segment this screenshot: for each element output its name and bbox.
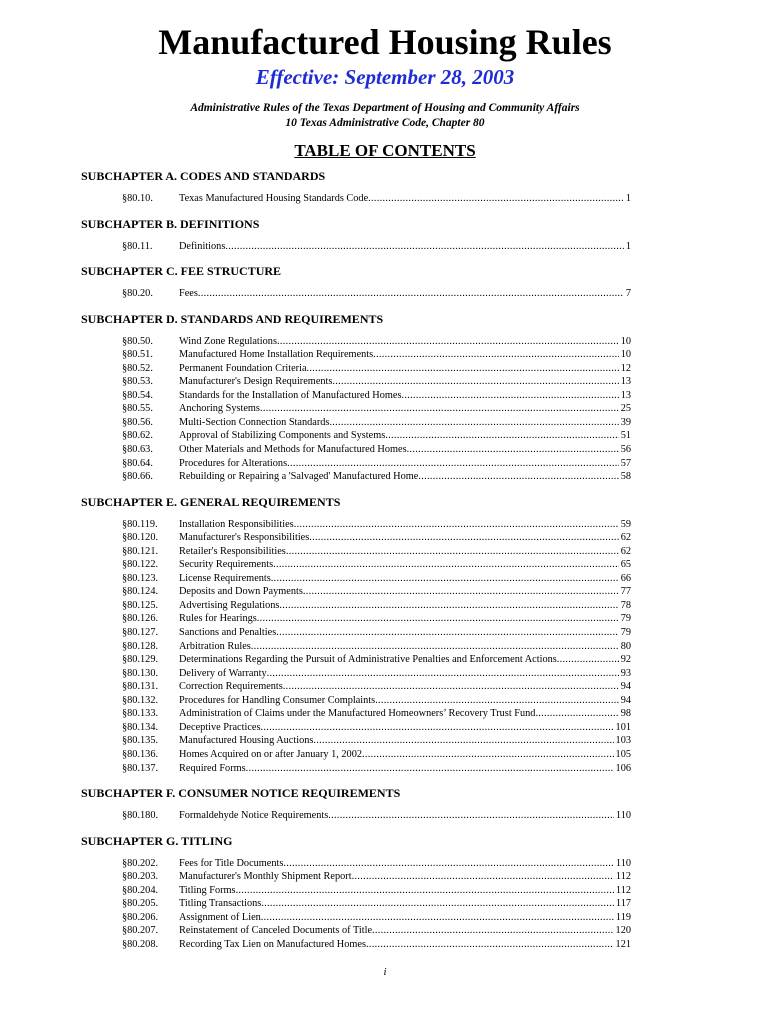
toc-entry [81,924,631,938]
section-title: Fees for Title Documents [179,857,284,869]
toc-entry [81,457,631,471]
page-ref: 79 [620,613,631,625]
page-ref: 110 [615,857,631,869]
dot-leader [283,857,614,871]
toc-entry [81,809,631,823]
page-ref: 51 [620,430,631,442]
dot-leader [261,897,614,911]
toc-entry [81,287,631,301]
section-number: §80.207. [122,925,159,937]
dot-leader [294,518,619,532]
toc-entry [81,612,631,626]
subchapter [81,785,631,823]
subchapter-title: SUBCHAPTER E. GENERAL REQUIREMENTS [81,494,341,509]
page-ref: 1 [625,193,631,204]
toc-entry [81,362,631,376]
subchapter [81,311,631,484]
section-number: §80.121. [122,545,159,557]
dot-leader [385,429,618,443]
subchapter [81,833,631,952]
section-number: §80.63. [122,444,153,456]
subtitle-code: 10 Texas Administrative Code, Chapter 80 [285,117,485,129]
dot-leader [535,707,618,721]
section-title: Security Requirements [179,559,274,571]
subchapter-title: SUBCHAPTER B. DEFINITIONS [81,216,260,231]
section-number: §80.55. [122,403,153,415]
page-ref: 112 [615,871,631,883]
section-title: Homes Acquired on or after January 1, 2002 [179,748,363,760]
section-title: Advertising Regulations [179,599,280,611]
toc-entry [81,748,631,762]
page-ref: 39 [620,416,631,428]
section-number: §80.11. [122,240,153,252]
section-number: §80.120. [122,532,159,544]
section-title: Recording Tax Lien on Manufactured Homes [179,938,366,950]
toc-entry [81,721,631,735]
section-number: §80.135. [122,735,159,747]
dot-leader [261,911,614,925]
toc-entry-list [81,809,631,823]
toc-entry [81,558,631,572]
dot-leader [309,531,618,545]
section-number: §80.131. [122,681,159,693]
dot-leader [362,748,614,762]
page-ref: 103 [615,735,631,747]
dot-leader [273,558,619,572]
page-ref: 94 [620,681,631,693]
section-title: Administration of Claims under the Manufactured Homeowners’ Recovery Trust Fund [179,708,536,720]
page-ref: 94 [620,694,631,706]
section-title: Manufacturer's Design Requirements [179,376,333,388]
dot-leader [332,375,618,389]
dot-leader [557,653,619,667]
section-title: Multi-Section Connection Standards [179,416,330,428]
section-title: Correction Requirements [179,681,283,693]
section-title: Definitions [179,240,226,252]
page-ref: 119 [615,911,631,923]
section-title: Retailer's Responsibilities [179,545,286,557]
toc-heading: TABLE OF CONTENTS [294,141,476,160]
page-ref: 98 [620,708,631,720]
toc-entry [81,897,631,911]
toc-entry [81,402,631,416]
dot-leader [373,348,619,362]
toc-entry [81,389,631,403]
toc-entry [81,470,631,484]
toc-entry [81,680,631,694]
page-ref: 110 [615,810,631,822]
section-number: §80.119. [122,518,158,530]
section-number: §80.50. [122,335,153,347]
section-number: §80.204. [122,884,159,896]
dot-leader [372,924,614,938]
page-ref: 106 [615,762,631,774]
section-number: §80.10. [122,193,153,204]
section-title: Manufactured Home Installation Requirements [179,349,374,361]
section-number: §80.66. [122,471,153,483]
section-title: Assignment of Lien [179,911,261,923]
toc-entry [81,416,631,430]
page-ref: 112 [615,884,631,896]
section-number: §80.51. [122,349,153,361]
section-number: §80.130. [122,667,159,679]
section-title: Manufactured Housing Auctions [179,735,314,747]
toc-entry [81,762,631,776]
section-title: Standards for the Installation of Manufactured Homes [179,389,402,401]
section-title: Anchoring Systems [179,403,260,415]
section-title: Delivery of Warranty [179,667,267,679]
dot-leader [418,470,618,484]
section-title: Deposits and Down Payments [179,586,303,598]
section-number: §80.202. [122,857,159,869]
toc-entry [81,870,631,884]
dot-leader [368,192,624,206]
page-ref: 65 [620,559,631,571]
section-title: Required Forms [179,762,246,774]
toc-entry [81,911,631,925]
dot-leader [198,287,624,301]
toc-entry [81,545,631,559]
dot-leader [286,545,619,559]
section-number: §80.137. [122,762,159,774]
page-ref: 7 [625,288,631,300]
section-title: Formaldehyde Notice Requirements [179,810,329,822]
section-title: Approval of Stabilizing Components and Systems [179,430,386,442]
dot-leader [260,721,613,735]
page-ref: 25 [620,403,631,415]
page-ref: 92 [620,654,631,666]
page-ref: 62 [620,545,631,557]
toc-entry [81,348,631,362]
section-number: §80.126. [122,613,159,625]
toc-entry [81,640,631,654]
page-ref: 93 [620,667,631,679]
toc-entry-list [81,240,631,254]
page-ref: 120 [615,925,631,937]
toc-entry [81,443,631,457]
toc-entry [81,585,631,599]
toc-entry [81,518,631,532]
subchapter-title: SUBCHAPTER D. STANDARDS AND REQUIREMENTS [81,311,384,326]
subchapter-title: SUBCHAPTER F. CONSUMER NOTICE REQUIREMENTS [81,786,401,801]
toc-entry [81,626,631,640]
subchapter-title: SUBCHAPTER G. TITLING [81,833,233,848]
toc-entry [81,240,631,254]
section-title: Other Materials and Methods for Manufactured Homes [179,444,407,456]
toc-entry-list [81,857,631,952]
toc-entry [81,707,631,721]
page-ref: 62 [620,532,631,544]
section-number: §80.129. [122,654,159,666]
dot-leader [352,870,614,884]
section-number: §80.136. [122,748,159,760]
section-number: §80.133. [122,708,159,720]
page-ref: 121 [615,938,631,950]
dot-leader [257,612,619,626]
dot-leader [251,640,619,654]
section-title: Reinstatement of Canceled Documents of Title [179,925,373,937]
dot-leader [313,734,613,748]
section-title: Titling Forms [179,884,236,896]
page-ref: 101 [615,721,631,733]
subchapter [81,263,631,301]
toc-entry [81,375,631,389]
page-ref: 66 [620,572,631,584]
section-title: Permanent Foundation Criteria [179,362,307,374]
dot-leader [407,443,619,457]
section-title: Rebuilding or Repairing a 'Salvaged' Manufactured Home [179,471,419,483]
section-number: §80.123. [122,572,159,584]
dot-leader [236,884,614,898]
page-ref: 57 [620,457,631,469]
toc-entry [81,429,631,443]
section-title: Manufacturer's Responsibilities [179,532,310,544]
subtitle-agency: Administrative Rules of the Texas Department of Housing and Community Affairs [190,102,580,114]
page-ref: 10 [620,349,631,361]
toc-entry [81,884,631,898]
toc-entry [81,667,631,681]
section-number: §80.62. [122,430,153,442]
section-title: Manufacturer's Monthly Shipment Report [179,871,352,883]
section-title: Determinations Regarding the Pursuit of Administrative Penalties and Enforcement Actions [179,654,557,666]
section-number: §80.134. [122,721,159,733]
section-title: Sanctions and Penalties [179,627,277,639]
page-ref: 77 [620,586,631,598]
section-number: §80.52. [122,362,153,374]
dot-leader [267,667,619,681]
section-title: Procedures for Alterations [179,457,288,469]
dot-leader [366,938,614,952]
section-title: Texas Manufactured Housing Standards Code [179,193,369,204]
section-number: §80.54. [122,389,153,401]
subchapter [81,216,631,254]
toc-entry [81,531,631,545]
dot-leader [276,626,618,640]
page-ref: 1 [625,240,631,252]
section-title: Deceptive Practices [179,721,261,733]
table-of-contents [81,168,631,961]
page-ref: 12 [620,362,631,374]
section-title: Installation Responsibilities [179,518,294,530]
page-ref: 78 [620,599,631,611]
page-ref: 105 [615,748,631,760]
dot-leader [271,572,619,586]
page-ref: 80 [620,640,631,652]
toc-entry [81,653,631,667]
toc-entry-list [81,518,631,775]
toc-entry [81,192,631,206]
subchapter-title: SUBCHAPTER A. CODES AND STANDARDS [81,169,326,183]
dot-leader [260,402,619,416]
section-number: §80.20. [122,288,153,300]
section-number: §80.56. [122,416,153,428]
dot-leader [287,457,619,471]
dot-leader [279,599,618,613]
section-number: §80.205. [122,898,159,910]
subchapter [81,168,631,206]
section-number: §80.180. [122,810,159,822]
document-title: Manufactured Housing Rules [158,22,612,62]
section-title: Procedures for Handling Consumer Complaints [179,694,376,706]
section-title: Titling Transactions [179,898,262,910]
dot-leader [375,694,619,708]
section-number: §80.128. [122,640,159,652]
page-ref: 13 [620,389,631,401]
page-ref: 59 [620,518,631,530]
toc-entry [81,734,631,748]
page-ref: 117 [615,898,631,910]
section-title: Rules for Hearings [179,613,257,625]
dot-leader [283,680,619,694]
effective-date: Effective: September 28, 2003 [255,65,515,89]
dot-leader [246,762,614,776]
section-title: Wind Zone Regulations [179,335,277,347]
dot-leader [277,335,619,349]
section-number: §80.203. [122,871,159,883]
section-number: §80.127. [122,627,159,639]
dot-leader [303,585,619,599]
toc-entry [81,938,631,952]
toc-entry [81,599,631,613]
section-number: §80.132. [122,694,159,706]
dot-leader [329,416,618,430]
toc-entry-list [81,335,631,484]
toc-entry-list [81,192,631,206]
section-number: §80.53. [122,376,153,388]
page-ref: 13 [620,376,631,388]
section-number: §80.208. [122,938,159,950]
dot-leader [307,362,619,376]
dot-leader [401,389,618,403]
page-ref: 10 [620,335,631,347]
page-ref: 79 [620,627,631,639]
section-number: §80.125. [122,599,159,611]
dot-leader [328,809,614,823]
page-ref: 58 [620,471,631,483]
section-title: Arbitration Rules [179,640,251,652]
page-ref: 56 [620,444,631,456]
section-number: §80.64. [122,457,153,469]
toc-entry-list [81,287,631,301]
toc-entry [81,335,631,349]
section-number: §80.206. [122,911,159,923]
subchapter [81,494,631,775]
subchapter-title: SUBCHAPTER C. FEE STRUCTURE [81,264,282,279]
section-number: §80.124. [122,586,159,598]
toc-entry [81,572,631,586]
dot-leader [225,240,624,254]
toc-entry [81,694,631,708]
section-number: §80.122. [122,559,159,571]
toc-entry [81,857,631,871]
section-title: License Requirements [179,572,271,584]
section-title: Fees [179,288,198,300]
page-number: i [383,966,387,978]
